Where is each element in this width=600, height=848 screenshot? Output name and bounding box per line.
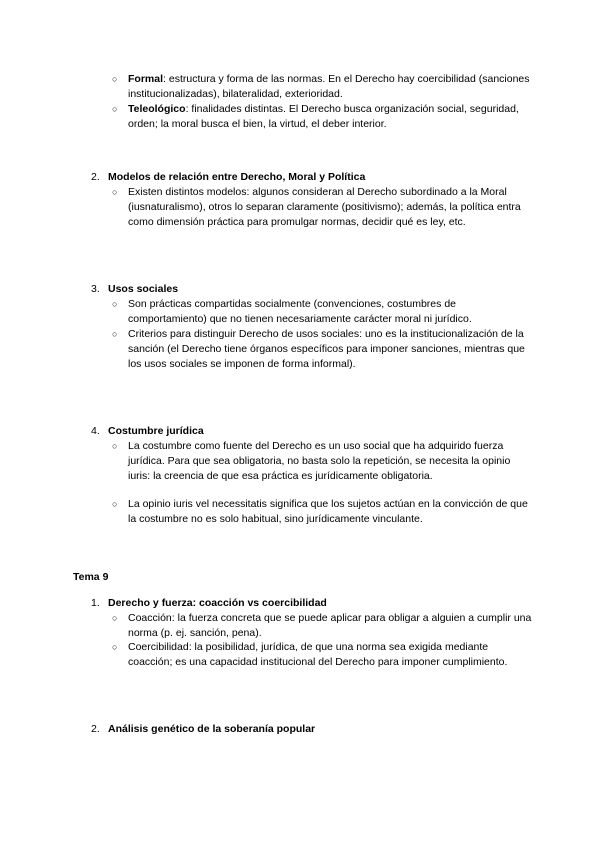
- circle-bullet-icon: ○: [112, 329, 118, 339]
- item-text: Criterios para distinguir Derecho de usos sociales: uno es la institucionalización de la sanción (el Derecho tiene órganos específicos para imponer sanciones, mientras que los usos sociales se imponen de forma informal).: [128, 328, 525, 370]
- circle-bullet-icon: ○: [112, 613, 118, 623]
- section-heading: 1. Derecho y fuerza: coacción vs coercibilidad: [91, 597, 327, 609]
- item-text: Coercibilidad: la posibilidad, jurídica, de que una norma sea exigida mediante coacción; es una capacidad institucional del Derecho para imponer cumplimiento.: [128, 641, 508, 668]
- circle-bullet-icon: ○: [112, 499, 118, 509]
- list-item: [112, 102, 533, 132]
- list-item: [112, 439, 533, 484]
- list-item: [112, 497, 533, 527]
- circle-bullet-icon: ○: [112, 441, 118, 451]
- list-item: [112, 640, 533, 670]
- list-item: [112, 72, 533, 102]
- item-text: Coacción: la fuerza concreta que se puede aplicar para obligar a alguien a cumplir una norma (p. ej. sanción, pena).: [128, 612, 532, 639]
- term: Teleológico: [128, 103, 186, 115]
- circle-bullet-icon: ○: [112, 104, 118, 114]
- section-heading: 2. Modelos de relación entre Derecho, Moral y Política: [91, 171, 366, 183]
- circle-bullet-icon: ○: [112, 74, 118, 84]
- item-text: Existen distintos modelos: algunos consideran al Derecho subordinado a la Moral (iusnaturalismo), otros lo separan claramente (positivismo); además, la política entra como dimensión práctica para promulgar normas, decidir qué es ley, etc.: [128, 186, 521, 228]
- page-heading: Tema 9: [73, 571, 109, 583]
- section-heading: 3. Usos sociales: [91, 283, 179, 295]
- section-heading: 4. Costumbre jurídica: [91, 425, 204, 437]
- list-item: [112, 327, 533, 372]
- list-item: [112, 185, 533, 230]
- term: Formal: [128, 73, 164, 85]
- item-text: Son prácticas compartidas socialmente (convenciones, costumbres de comportamiento) que no tienen necesariamente carácter moral ni jurídico.: [128, 298, 472, 325]
- item-text: La opinio iuris vel necessitatis significa que los sujetos actúan en la convicción de que la costumbre no es solo habitual, sino jurídicamente vinculante.: [128, 498, 528, 525]
- circle-bullet-icon: ○: [112, 642, 118, 652]
- item-text: : estructura y forma de las normas. En el Derecho hay coercibilidad (sanciones institucionalizadas), bilateralidad, exterioridad.: [128, 73, 530, 100]
- circle-bullet-icon: ○: [112, 299, 118, 309]
- item-text: La costumbre como fuente del Derecho es un uso social que ha adquirido fuerza jurídica. Para que sea obligatoria, no basta solo la repetición, se necesita la opinio iuris: la creencia de que esa práctica es jurídicamente obligatoria.: [128, 440, 511, 482]
- list-item: [112, 611, 533, 641]
- section-heading: 2. Análisis genético de la soberanía popular: [91, 723, 316, 735]
- item-text: : finalidades distintas. El Derecho busca organización social, seguridad, orden; la moral busca el bien, la virtud, el deber interior.: [128, 103, 519, 130]
- list-item: [112, 297, 533, 327]
- circle-bullet-icon: ○: [112, 187, 118, 197]
